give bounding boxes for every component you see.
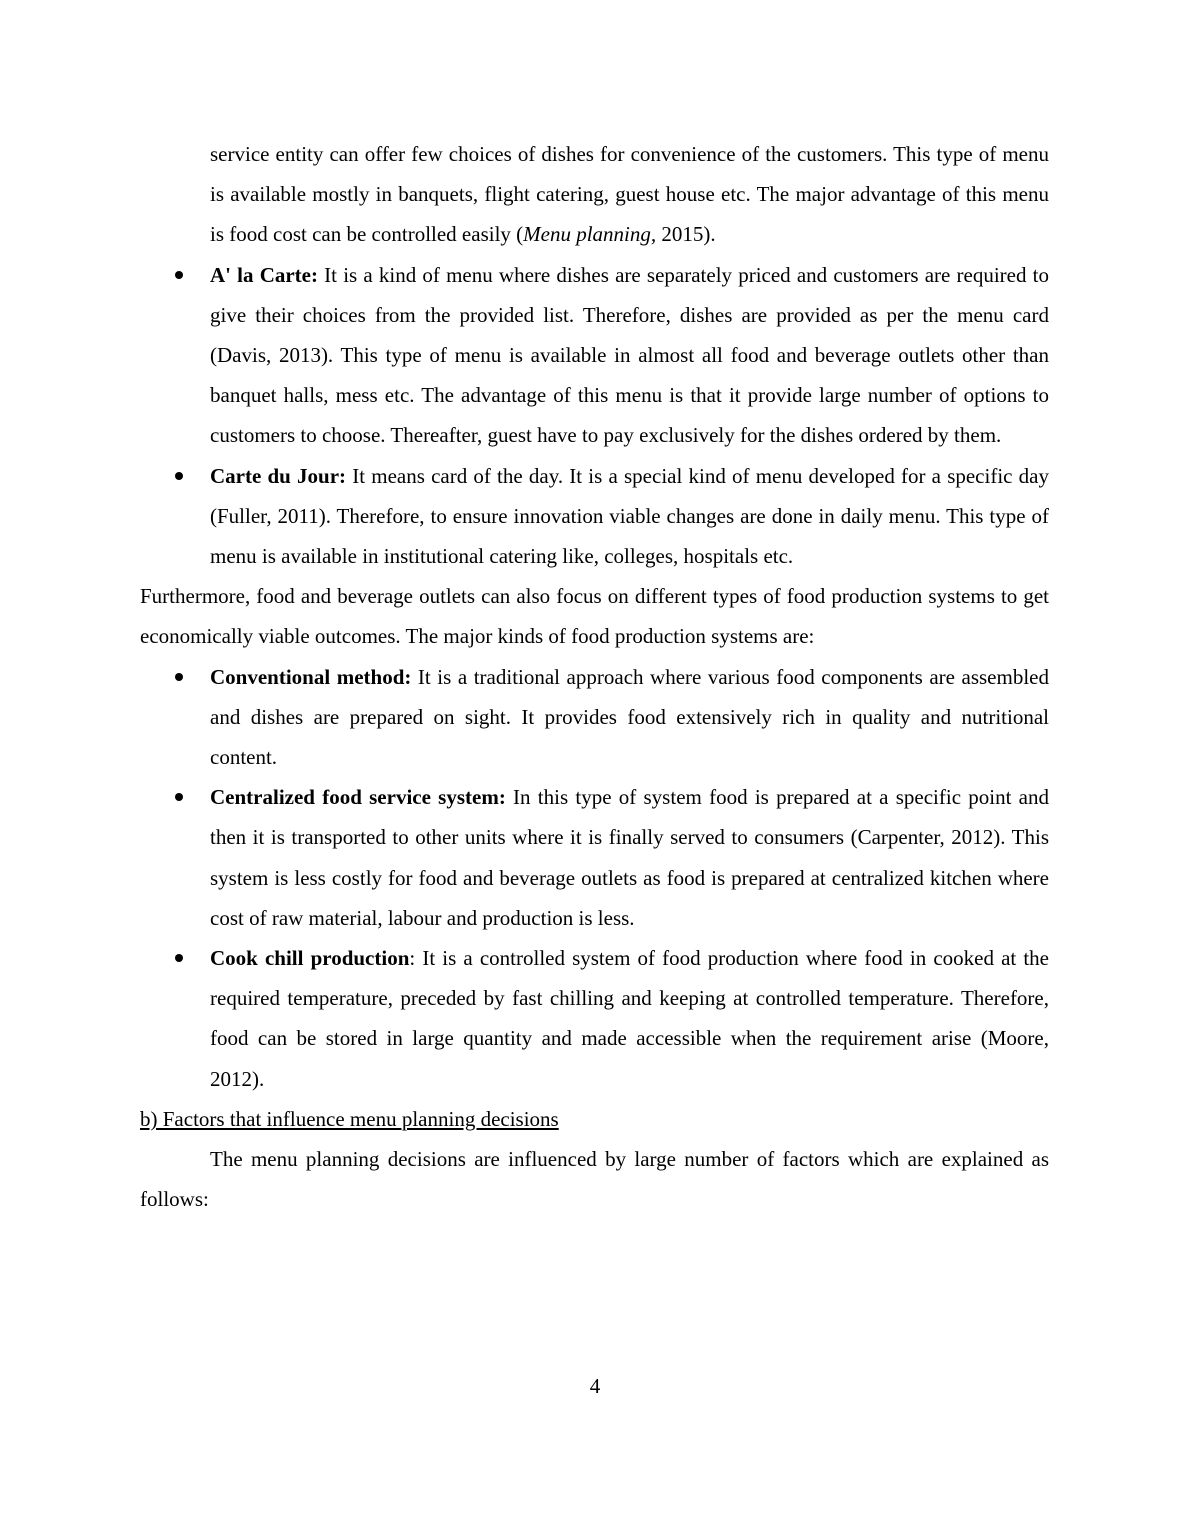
- continuation-text-end: 2015).: [656, 222, 716, 247]
- bullet-icon: [175, 954, 183, 962]
- citation-italic: Menu planning,: [523, 222, 657, 247]
- section-heading: b) Factors that influence menu planning decisions: [140, 1106, 559, 1131]
- term-label: Carte du Jour:: [210, 463, 347, 488]
- bullet-icon: [175, 271, 183, 279]
- item-text: It means card of the day. It is a special kind of menu developed for a specific day (Fuller, 2011). Therefore, to ensure innovation viable changes are done in daily menu. This type of menu is available in institutional catering like, colleges, hospitals etc.: [210, 463, 1049, 569]
- production-systems-list: [140, 657, 1049, 1099]
- list-item: [140, 938, 1049, 1099]
- term-label: Conventional method:: [210, 664, 412, 689]
- list-item: [140, 255, 1049, 456]
- item-text: In this type of system food is prepared at a specific point and then it is transported to other units where it is finally served to consumers (Carpenter, 2012). This system is less costly for food and beverage outlets as food is prepared at centralized kitchen where cost of raw material, labour and production is less.: [210, 785, 1050, 930]
- continuation-text: service entity can offer few choices of dishes for convenience of the customers. This type of menu is available mostly in banquets, flight catering, guest house etc. The major advantage of this menu is food cost can be controlled easily (: [210, 142, 1049, 247]
- bullet-icon: [175, 472, 183, 480]
- term-label: Centralized food service system:: [210, 785, 506, 810]
- term-label: A' la Carte:: [210, 262, 318, 287]
- list-item: [140, 657, 1049, 778]
- list-item: [140, 456, 1049, 577]
- page-number: 4: [589, 1374, 601, 1398]
- continuation-paragraph: [140, 134, 1049, 255]
- closing-paragraph: The menu planning decisions are influenced by large number of factors which are explained as follows:: [140, 1147, 1049, 1212]
- intro-paragraph: Furthermore, food and beverage outlets can also focus on different types of food production systems to get economically viable outcomes. The major kinds of food production systems are:: [140, 584, 1049, 649]
- term-label: Cook chill production: [210, 946, 410, 971]
- item-text: It is a traditional approach where various food components are assembled and dishes are prepared on sight. It provides food extensively rich in quality and nutritional content.: [210, 664, 1049, 770]
- bullet-icon: [175, 793, 183, 801]
- menu-types-list: [140, 255, 1049, 577]
- bullet-icon: [175, 673, 183, 681]
- document-page: [140, 134, 1049, 1219]
- list-item: [140, 777, 1049, 938]
- item-text: It is a kind of menu where dishes are separately priced and customers are required to give their choices from the provided list. Therefore, dishes are provided as per the menu card (Davis, 2013). This type of menu is available in almost all food and beverage outlets other than banquet halls, mess etc. The advantage of this menu is that it provide large number of options to customers to choose. Thereafter, guest have to pay exclusively for the dishes ordered by them.: [210, 262, 1049, 448]
- item-text: : It is a controlled system of food production where food in cooked at the required temperature, preceded by fast chilling and keeping at controlled temperature. Therefore, food can be stored in large quantity and made accessible when the requirement arise (Moore, 2012).: [210, 946, 1050, 1091]
